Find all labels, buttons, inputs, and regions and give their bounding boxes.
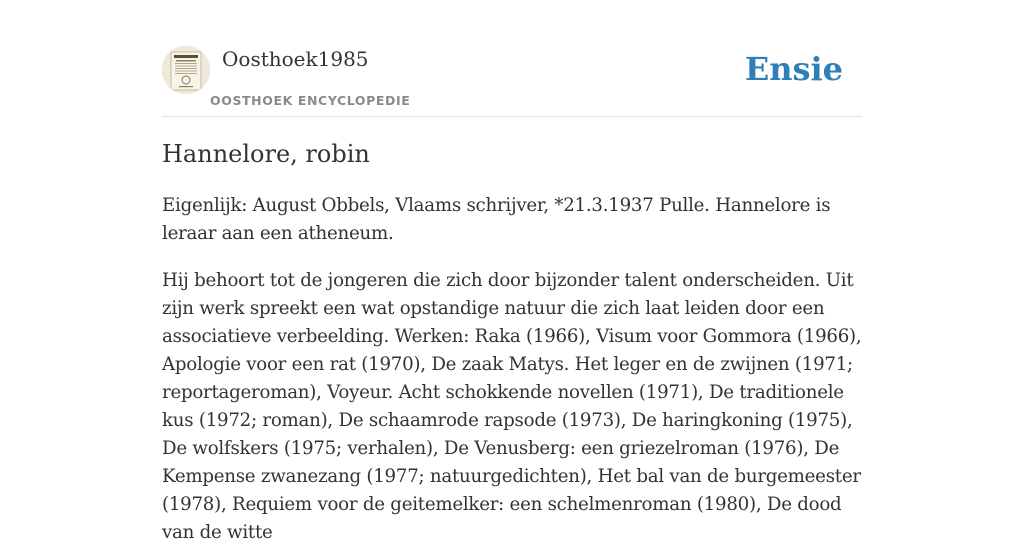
- source-avatar[interactable]: [162, 46, 210, 94]
- article-paragraph-2: Hij behoort tot de jongeren die zich door bijzonder talent onderscheiden. Uit zijn werk spreekt een wat opstandige natuur die zich laat leiden door een associatieve verbeelding. Werken: Raka (1966), Visum voor Gommora (1966), Apologie voor een rat (1970), De zaak Matys. Het leger en de zwijnen (1971; reportageroman), Voyeur. Acht schokkende novellen (1971), De traditionele kus (1972; roman), De schaamrode rapsode (1973), De haringkoning (1975), De wolfskers (1975; verhalen), De Venusberg: een griezelroman (1976), De Kempense zwanezang (1977; natuurgedichten), Het bal van de burgemeester (1978), Requiem voor de geitemelker: een schelmenroman (1980), De dood van de witte: [162, 270, 862, 543]
- book-cover-icon: [162, 46, 210, 94]
- article-paragraph-1: Eigenlijk: August Obbels, Vlaams schrijver, *21.3.1937 Pulle. Hannelore is leraar aan een atheneum.: [162, 195, 831, 244]
- user-name[interactable]: Oosthoek1985: [222, 47, 369, 71]
- source-name[interactable]: OOSTHOEK ENCYCLOPEDIE: [210, 93, 411, 108]
- site-logo[interactable]: Ensie: [744, 50, 843, 88]
- article-header: [162, 44, 862, 117]
- article-title: Hannelore, robin: [162, 140, 370, 168]
